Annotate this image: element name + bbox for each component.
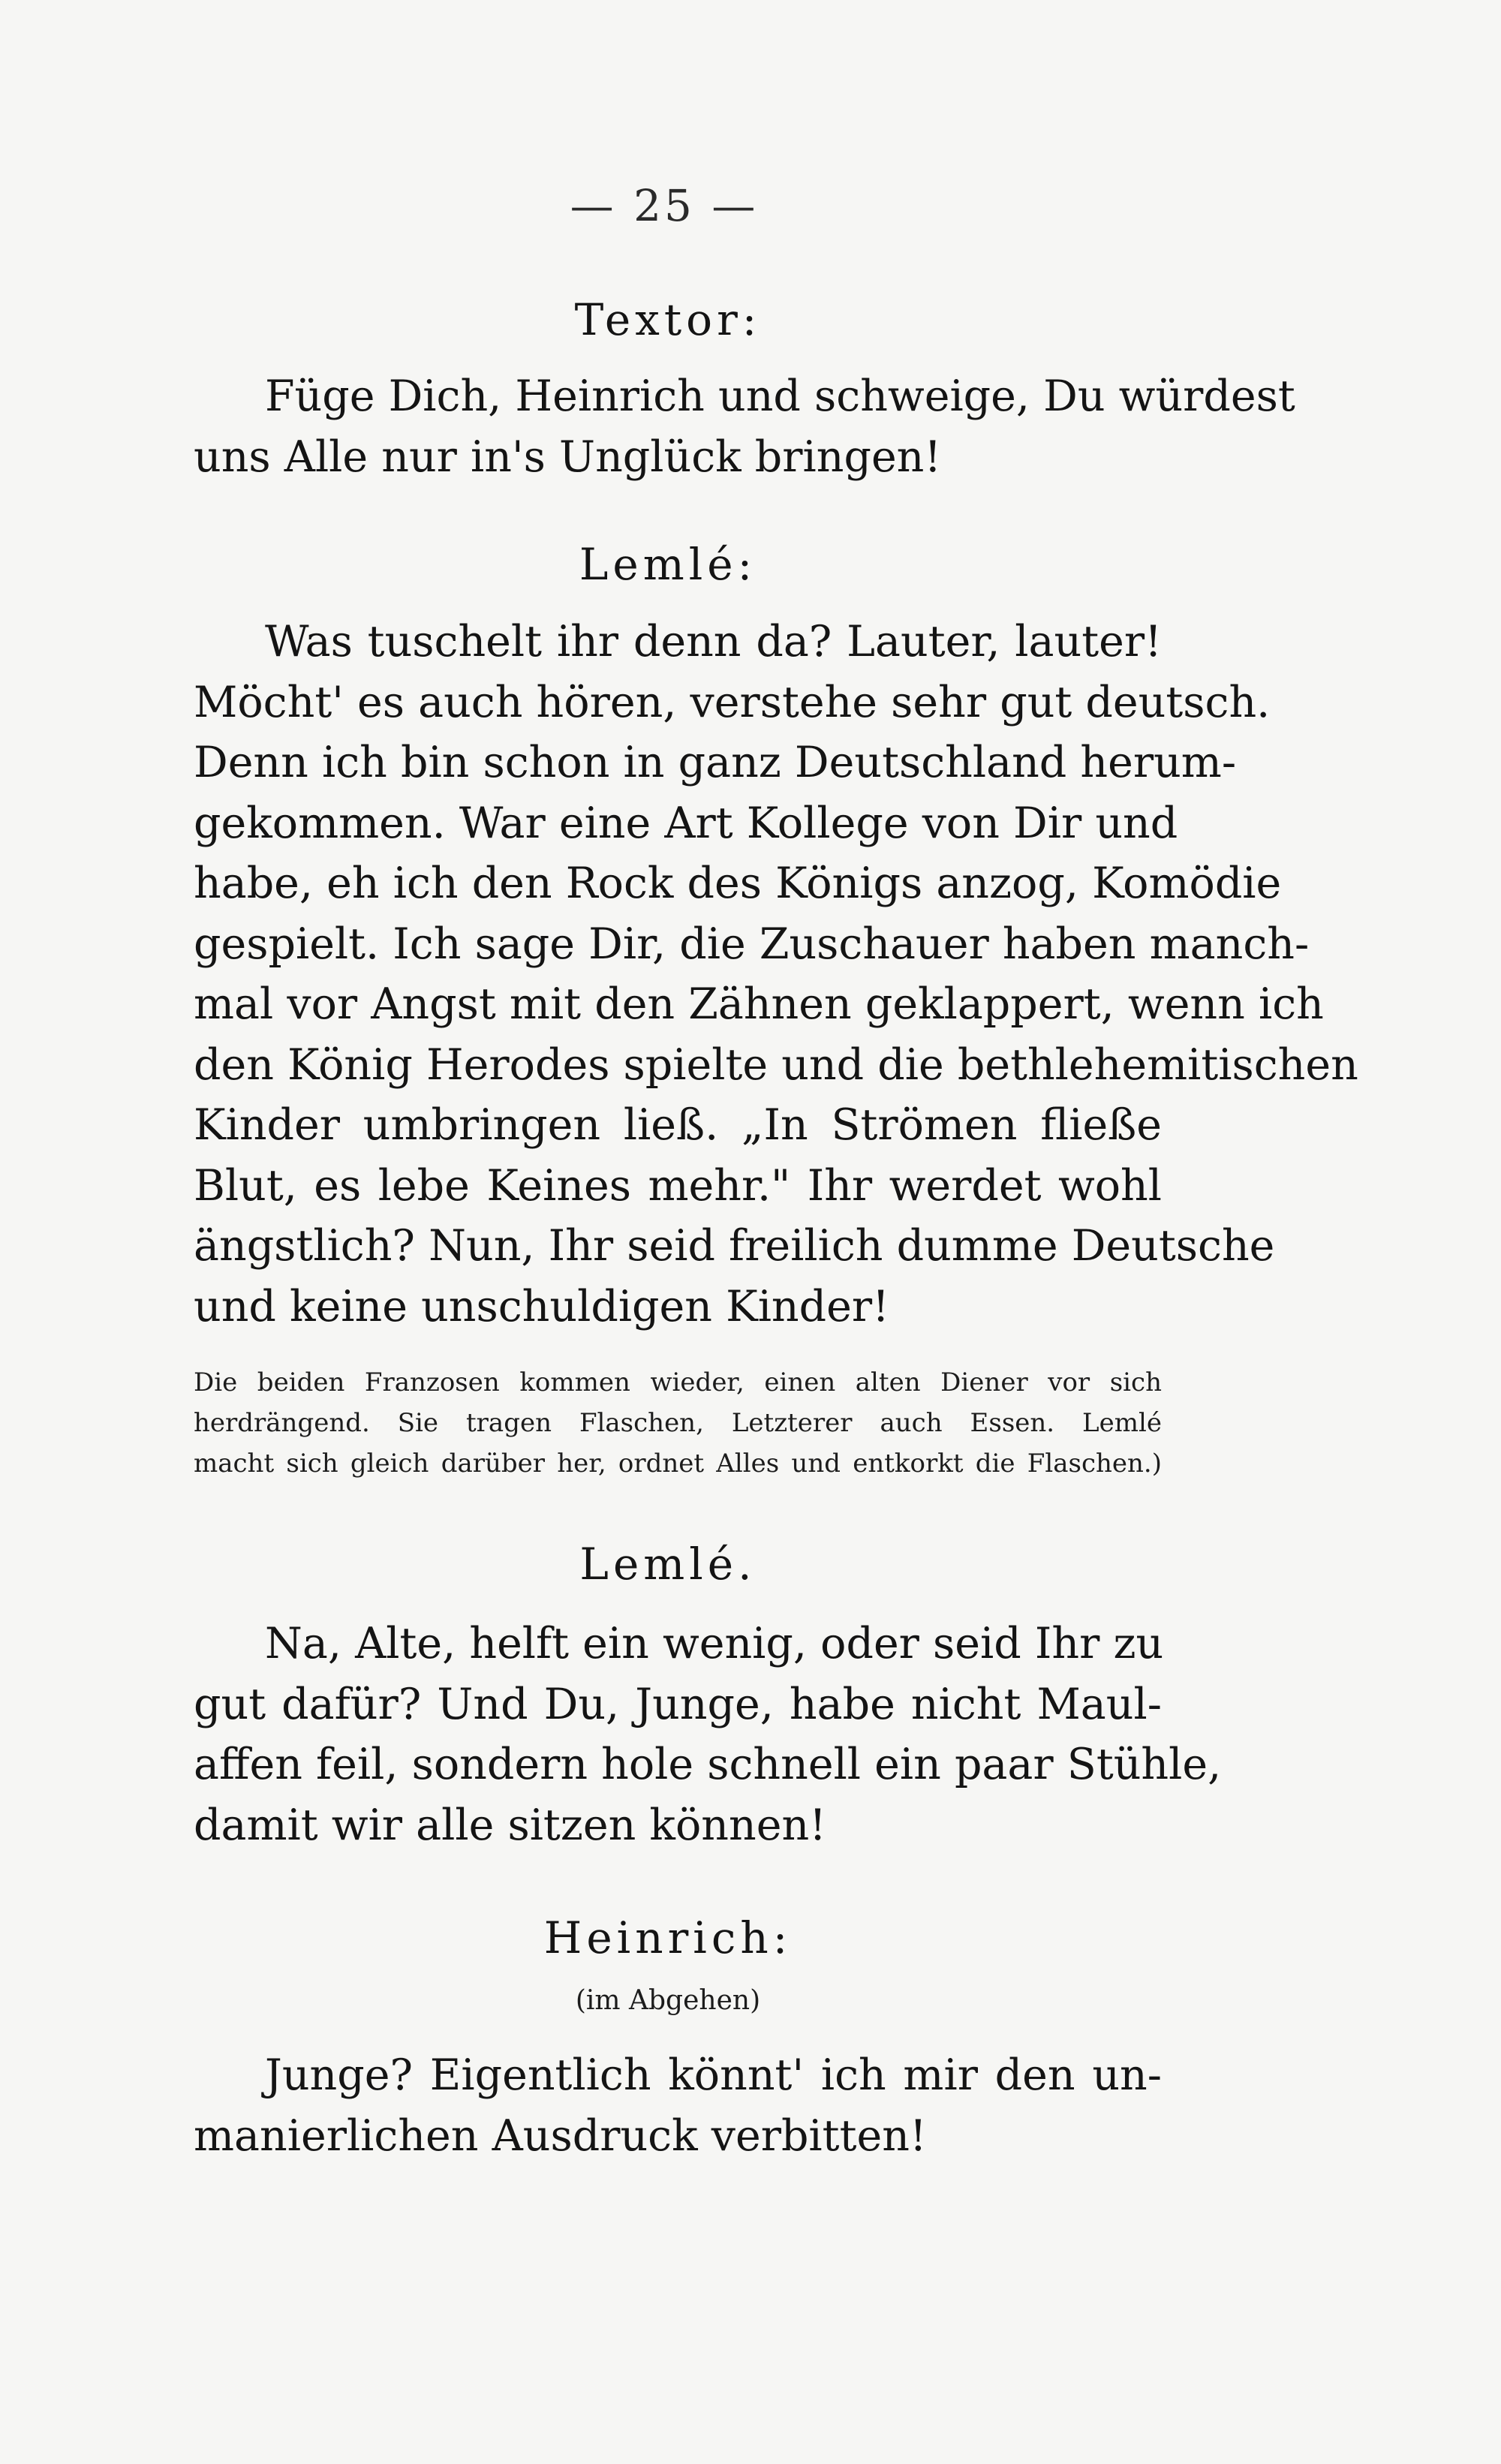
stage-direction-heinrich: (im Abgehen) xyxy=(575,1985,761,2016)
text-line: Junge? Eigentlich könnt' ich mir den un- xyxy=(265,2050,1162,2100)
text-line: habe, eh ich den Rock des Königs anzog, Komödie xyxy=(194,859,1282,908)
text-line: Kinder umbringen ließ. „In Strömen fließe xyxy=(194,1100,1162,1150)
speaker-lemle-2: Lemlé. xyxy=(579,1539,757,1590)
speech-textor xyxy=(194,366,1295,487)
text-line: gut dafür? Und Du, Junge, habe nicht Maul- xyxy=(194,1679,1162,1729)
speaker-textor: Textor: xyxy=(574,294,762,345)
page-number: — 25 — xyxy=(570,180,759,231)
stage-line: herdrängend. Sie tragen Flaschen, Letzterer auch Essen. Lemlé xyxy=(194,1408,1162,1438)
stage-direction xyxy=(194,1362,1162,1484)
text-line: damit wir alle sitzen können! xyxy=(194,1800,827,1850)
speech-heinrich xyxy=(194,2045,1162,2166)
text-line: und keine unschuldigen Kinder! xyxy=(194,1281,890,1331)
speech-lemle-1 xyxy=(194,612,1358,1337)
text-line: den König Herodes spielte und die bethlehemitischen xyxy=(194,1039,1358,1090)
text-line: Blut, es lebe Keines mehr." Ihr werdet wohl xyxy=(194,1160,1162,1211)
text-line: gespielt. Ich sage Dir, die Zuschauer haben manch- xyxy=(194,919,1310,969)
speaker-heinrich: Heinrich: xyxy=(543,1912,793,1963)
text-line: Möcht' es auch hören, verstehe sehr gut deutsch. xyxy=(194,677,1271,727)
text-line: mal vor Angst mit den Zähnen geklappert, wenn ich xyxy=(194,979,1324,1029)
text-line: manierlichen Ausdruck verbitten! xyxy=(194,2110,927,2161)
speech-lemle-2 xyxy=(194,1614,1222,1855)
text-line: gekommen. War eine Art Kollege von Dir und xyxy=(194,798,1178,848)
text-line: Was tuschelt ihr denn da? Lauter, lauter! xyxy=(265,617,1162,666)
text-line: uns Alle nur in's Unglück bringen! xyxy=(194,432,942,482)
text-line: Füge Dich, Heinrich und schweige, Du würdest xyxy=(265,372,1295,421)
text-line: Denn ich bin schon in ganz Deutschland herum- xyxy=(194,738,1237,787)
text-line: Na, Alte, helft ein wenig, oder seid Ihr zu xyxy=(265,1619,1164,1668)
text-line: affen feil, sondern hole schnell ein paar Stühle, xyxy=(194,1740,1222,1789)
stage-line: macht sich gleich darüber her, ordnet Alles und entkorkt die Flaschen.) xyxy=(194,1449,1162,1479)
stage-line: Die beiden Franzosen kommen wieder, einen alten Diener vor sich xyxy=(194,1367,1162,1397)
text-line: ängstlich? Nun, Ihr seid freilich dumme Deutsche xyxy=(194,1221,1275,1271)
speaker-lemle-1: Lemlé: xyxy=(579,539,757,590)
